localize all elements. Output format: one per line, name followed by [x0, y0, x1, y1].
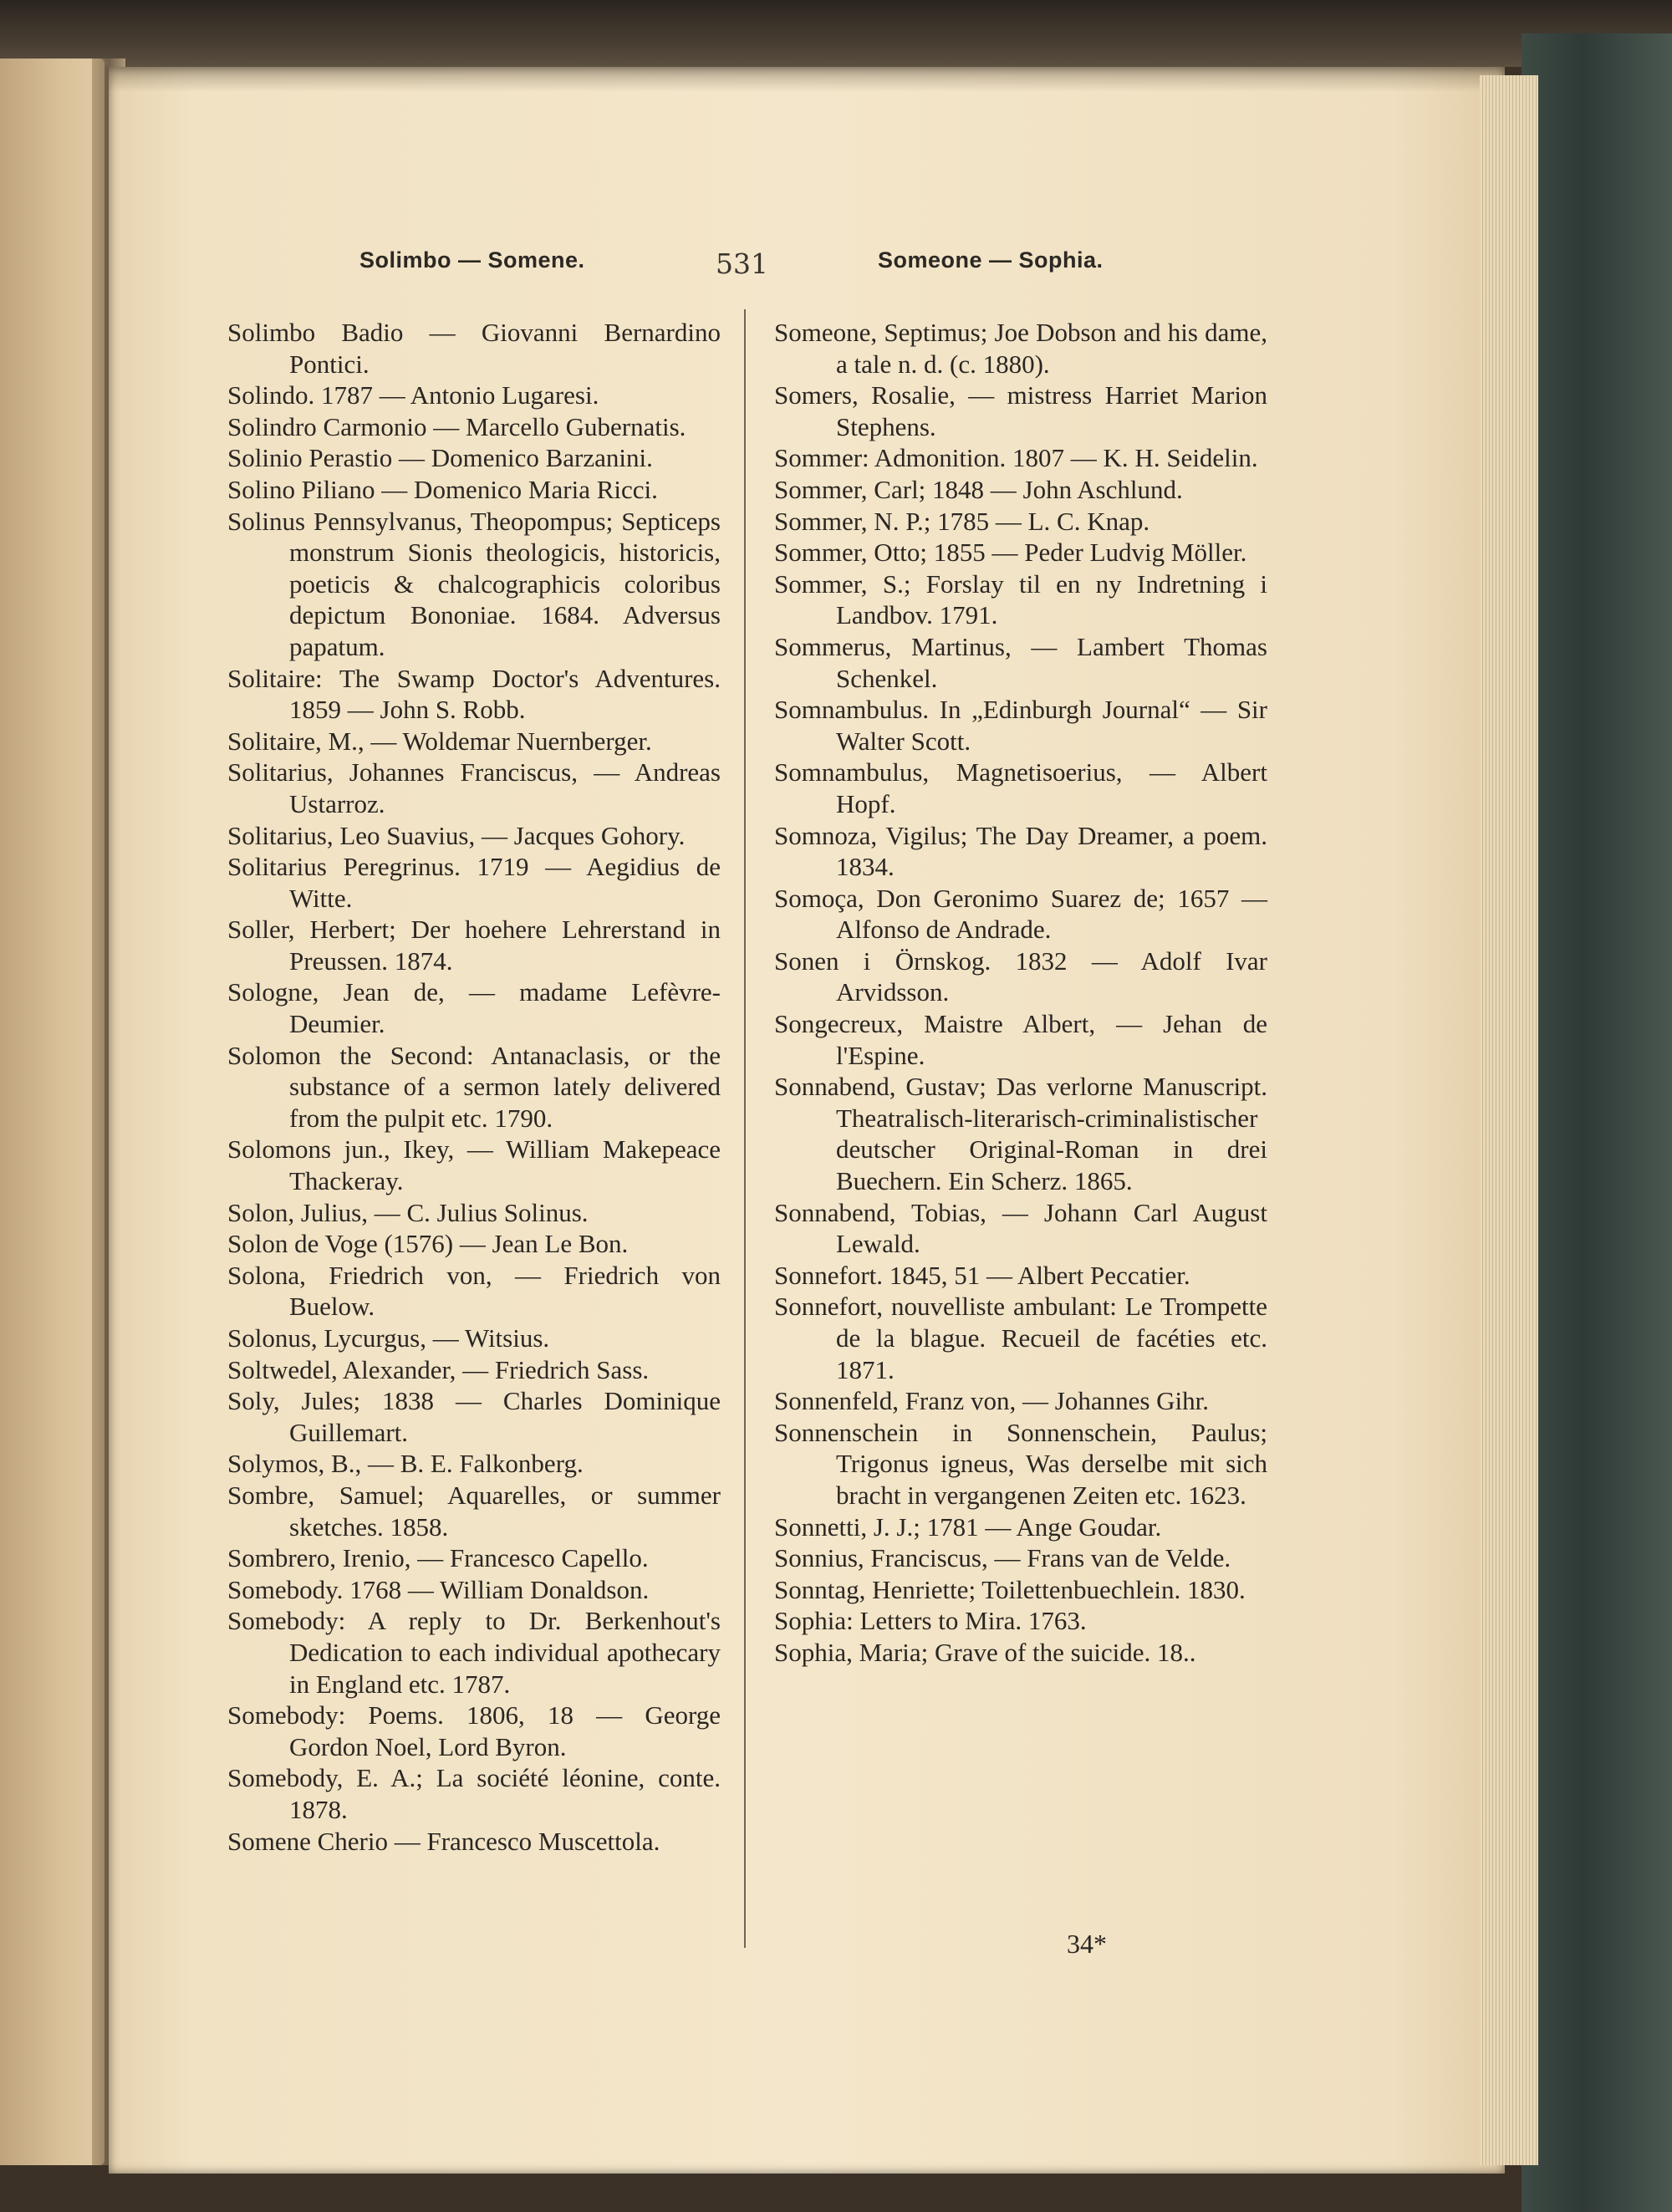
index-entry: Solonus, Lycurgus, — Witsius.	[227, 1323, 550, 1353]
index-entry: Somoça, Don Geronimo Suarez de; 1657 — Alfonso de Andrade.	[774, 883, 1267, 945]
index-entry: Sonnenfeld, Franz von, — Johannes Gihr.	[774, 1386, 1210, 1416]
index-entry: Solindo. 1787 — Antonio Lugaresi.	[227, 380, 599, 410]
index-entry: Sonnabend, Gustav; Das verlorne Manuscript. Theatralisch-literarisch-criminalistischer deutscher Original-Roman in drei Buechern. Ein Scherz. 1865.	[774, 1072, 1267, 1196]
index-entry: Solimbo Badio — Giovanni Bernardino Pontici.	[227, 318, 721, 379]
index-entry: Soller, Herbert; Der hoehere Lehrerstand in Preussen. 1874.	[227, 915, 721, 976]
index-entry: Soly, Jules; 1838 — Charles Dominique Guillemart.	[227, 1386, 721, 1447]
column-divider	[744, 309, 746, 1948]
index-entry: Solitarius, Johannes Franciscus, — Andreas Ustarroz.	[227, 757, 721, 818]
right-column	[774, 317, 1267, 1669]
index-entry: Solitaire, M., — Woldemar Nuernberger.	[227, 726, 652, 756]
index-entry: Solinus Pennsylvanus, Theopompus; Septiceps monstrum Sionis theologicis, historicis, poeticis & chalcographicis coloribus depictum Bononiae. 1684. Adversus papatum.	[227, 506, 721, 661]
index-entry: Sombrero, Irenio, — Francesco Capello.	[227, 1543, 649, 1573]
index-entry: Solindro Carmonio — Marcello Gubernatis.	[227, 411, 686, 441]
running-head-right: Someone — Sophia.	[878, 247, 1104, 273]
index-entry: Sonnius, Franciscus, — Frans van de Velde.	[774, 1543, 1231, 1573]
index-entry: Sommer, Carl; 1848 — John Aschlund.	[774, 474, 1183, 504]
index-entry: Sommerus, Martinus, — Lambert Thomas Schenkel.	[774, 631, 1267, 693]
index-entry: Sophia: Letters to Mira. 1763.	[774, 1606, 1087, 1636]
index-entry: Sommer, N. P.; 1785 — L. C. Knap.	[774, 506, 1150, 536]
left-column	[227, 317, 721, 1857]
book-cover-right	[1522, 33, 1672, 2212]
index-entry: Solitaire: The Swamp Doctor's Adventures. 1859 — John S. Robb.	[227, 663, 721, 725]
index-entry: Sonnetti, J. J.; 1781 — Ange Goudar.	[774, 1511, 1162, 1542]
index-entry: Somebody: Poems. 1806, 18 — George Gordon Noel, Lord Byron.	[227, 1700, 721, 1761]
index-entry: Sonnefort, nouvelliste ambulant: Le Trompette de la blague. Recueil de facéties etc. 1871.	[774, 1292, 1267, 1384]
index-entry: Sonnenschein in Sonnenschein, Paulus; Trigonus igneus, Was derselbe mit sich bracht in vergangenen Zeiten etc. 1623.	[774, 1417, 1267, 1510]
index-entry: Somnambulus. In „Edinburgh Journal“ — Sir Walter Scott.	[774, 695, 1267, 756]
index-entry: Sommer, S.; Forslay til en ny Indretning i Landbov. 1791.	[774, 568, 1267, 630]
index-entry: Solymos, B., — B. E. Falkonberg.	[227, 1449, 584, 1479]
index-entry: Sombre, Samuel; Aquarelles, or summer sketches. 1858.	[227, 1480, 721, 1542]
index-entry: Somebody, E. A.; La société léonine, conte. 1878.	[227, 1763, 721, 1824]
index-entry: Solon, Julius, — C. Julius Solinus.	[227, 1197, 589, 1227]
signature-mark: 34*	[1067, 1929, 1107, 1959]
index-entry: Sonnefort. 1845, 51 — Albert Peccatier.	[774, 1260, 1190, 1290]
index-entry: Solinio Perastio — Domenico Barzanini.	[227, 443, 653, 473]
index-entry: Somene Cherio — Francesco Muscettola.	[227, 1826, 660, 1856]
index-entry: Solona, Friedrich von, — Friedrich von Buelow.	[227, 1260, 721, 1322]
index-entry: Solomons jun., Ikey, — William Makepeace Thackeray.	[227, 1134, 721, 1196]
running-head-left: Solimbo — Somene.	[359, 247, 585, 273]
index-entry: Solitarius, Leo Suavius, — Jacques Gohory.	[227, 820, 686, 850]
index-entry: Somnoza, Vigilus; The Day Dreamer, a poem. 1834.	[774, 820, 1267, 882]
index-entry: Somnambulus, Magnetisoerius, — Albert Hopf.	[774, 757, 1267, 818]
index-entry: Somebody: A reply to Dr. Berkenhout's Dedication to each individual apothecary in England etc. 1787.	[227, 1606, 721, 1699]
index-entry: Sonntag, Henriette; Toilettenbuechlein. 1830.	[774, 1574, 1246, 1604]
index-entry: Sonnabend, Tobias, — Johann Carl August Lewald.	[774, 1197, 1267, 1259]
page-number: 531	[716, 247, 768, 280]
index-entry: Solitarius Peregrinus. 1719 — Aegidius de Witte.	[227, 852, 721, 913]
index-entry: Sommer, Otto; 1855 — Peder Ludvig Möller.	[774, 538, 1247, 568]
book-cover-top	[0, 0, 1672, 67]
index-entry: Somers, Rosalie, — mistress Harriet Marion Stephens.	[774, 380, 1267, 441]
index-entry: Sonen i Örnskog. 1832 — Adolf Ivar Arvidsson.	[774, 945, 1267, 1007]
index-entry: Solomon the Second: Antanaclasis, or the substance of a sermon lately delivered from the pulpit etc. 1790.	[227, 1040, 721, 1133]
index-entry: Somebody. 1768 — William Donaldson.	[227, 1574, 650, 1604]
index-entry: Solon de Voge (1576) — Jean Le Bon.	[227, 1229, 629, 1259]
index-entry: Soltwedel, Alexander, — Friedrich Sass.	[227, 1354, 650, 1384]
page-stack-edges	[1480, 75, 1538, 2165]
facing-page-edge	[0, 59, 104, 2165]
page-shadow	[109, 67, 1505, 92]
index-entry: Someone, Septimus; Joe Dobson and his dame, a tale n. d. (c. 1880).	[774, 318, 1267, 379]
index-entry: Solino Piliano — Domenico Maria Ricci.	[227, 474, 658, 504]
index-entry: Sommer: Admonition. 1807 — K. H. Seidelin.	[774, 443, 1258, 473]
index-entry: Sophia, Maria; Grave of the suicide. 18..	[774, 1637, 1196, 1667]
index-entry: Sologne, Jean de, — madame Lefèvre-Deumier.	[227, 977, 721, 1039]
index-entry: Songecreux, Maistre Albert, — Jehan de l'Espine.	[774, 1009, 1267, 1070]
